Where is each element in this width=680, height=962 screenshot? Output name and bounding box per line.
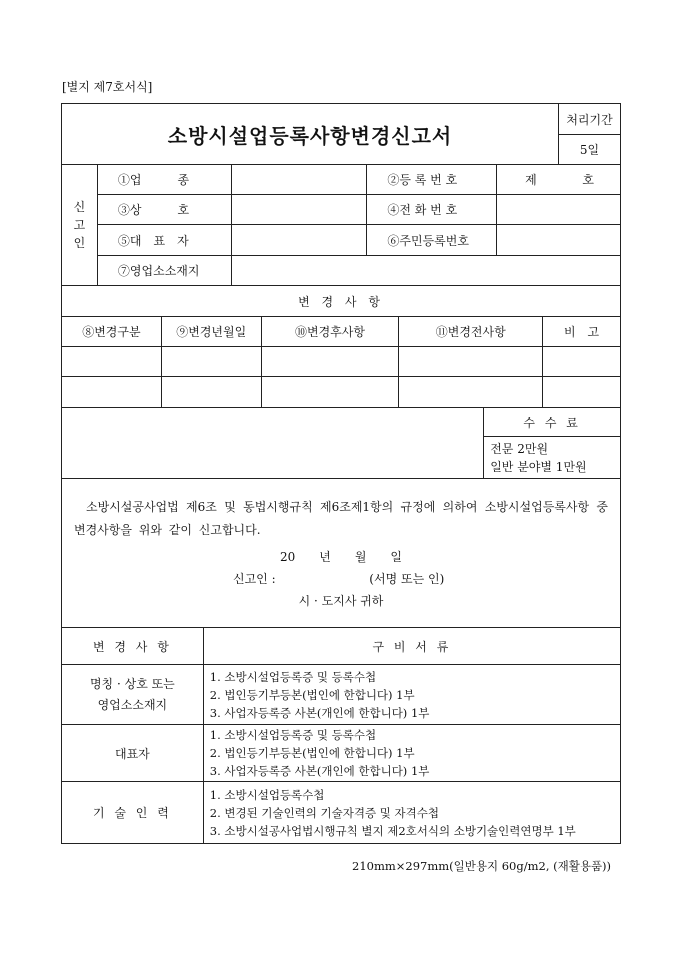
representative-label: ⑤대 표 자 <box>97 225 231 256</box>
docs-change-name: 명칭 · 상호 또는 영업소소재지 <box>62 665 204 725</box>
processing-label: 처리기간 <box>559 104 621 135</box>
report-form <box>61 103 621 844</box>
resident-no-label: ⑥주민등록번호 <box>367 225 497 256</box>
change-cell[interactable] <box>399 377 543 408</box>
changes-header-before: ⑪변경전사항 <box>399 317 543 347</box>
reporter-side-label: 신 고 인 <box>62 165 98 286</box>
list-item: 2. 변경된 기술인력의 기술자격증 및 자격수첩 <box>209 805 439 820</box>
title-table <box>61 103 621 165</box>
list-item: 2. 법인등기부등본(법인에 한합니다) 1부 <box>209 746 415 760</box>
table-row <box>62 725 621 782</box>
business-type-label: ①업 종 <box>97 165 231 195</box>
reg-no-label: ②등 록 번 호 <box>367 165 497 195</box>
change-cell[interactable] <box>543 377 621 408</box>
change-cell[interactable] <box>62 377 162 408</box>
title-cell <box>62 104 559 165</box>
reporter-table <box>61 164 621 286</box>
trade-name-field[interactable] <box>231 195 367 225</box>
address-field[interactable] <box>231 256 620 286</box>
list-item: 3. 사업자등록증 사본(개인에 한합니다) 1부 <box>209 705 430 720</box>
fee-values: 전문 2만원 일반 분야별 1만원 <box>484 437 621 479</box>
fee-table <box>61 407 621 479</box>
list-item: 1. 소방시설업등록수첩 <box>209 787 325 802</box>
form-label: [별지 제7호서식] <box>62 80 153 94</box>
signer-line <box>74 568 608 590</box>
signer-label: 신고인 : <box>233 572 276 586</box>
docs-change-name: 대표자 <box>62 725 204 782</box>
declaration-cell <box>62 479 621 628</box>
addressee: 시 · 도지사 귀하 <box>298 594 384 608</box>
change-cell[interactable] <box>161 347 261 377</box>
fee-blank <box>62 408 484 479</box>
list-item: 1. 소방시설업등록증 및 등록수첩 <box>209 669 377 684</box>
declaration-table <box>61 478 621 628</box>
change-cell[interactable] <box>62 347 162 377</box>
list-item: 3. 사업자등록증 사본(개인에 한합니다) 1부 <box>209 764 430 778</box>
list-item: 2. 법인등기부등본(법인에 한합니다) 1부 <box>209 687 415 702</box>
table-row <box>62 782 621 844</box>
declaration-date: 20 년 월 일 <box>279 550 403 564</box>
changes-section-title: 변 경 사 항 <box>62 286 621 317</box>
signer-note: (서명 또는 인) <box>369 572 445 586</box>
table-row <box>62 665 621 725</box>
change-cell[interactable] <box>543 347 621 377</box>
business-type-field[interactable] <box>231 165 367 195</box>
reg-no-field[interactable]: 제 호 <box>497 165 621 195</box>
changes-header-after: ⑩변경후사항 <box>261 317 399 347</box>
list-item: 3. 소방시설공사업법시행규칙 별지 제2호서식의 소방기술인력연명부 1부 <box>209 823 576 838</box>
representative-field[interactable] <box>231 225 367 256</box>
changes-header-date: ⑨변경년월일 <box>161 317 261 347</box>
docs-header-change: 변 경 사 항 <box>62 628 204 665</box>
docs-change-name: 기 술 인 력 <box>62 782 204 844</box>
change-cell[interactable] <box>261 377 399 408</box>
changes-header-type: ⑧변경구분 <box>62 317 162 347</box>
changes-header-remarks: 비 고 <box>543 317 621 347</box>
fee-label: 수 수 료 <box>484 408 621 437</box>
processing-value: 5일 <box>559 135 621 165</box>
documents-table <box>61 627 621 844</box>
phone-field[interactable] <box>497 195 621 225</box>
paper-size-note: 210mm×297mm(일반용지 60g/m2, (재활용품)) <box>352 859 612 873</box>
list-item: 1. 소방시설업등록증 및 등록수첩 <box>209 728 377 742</box>
trade-name-label: ③상 호 <box>97 195 231 225</box>
address-label: ⑦영업소소재지 <box>97 256 231 286</box>
changes-table <box>61 285 621 408</box>
page-title: 소방시설업등록사항변경신고서 <box>167 123 453 148</box>
phone-label: ④전 화 번 호 <box>367 195 497 225</box>
table-row <box>62 347 621 377</box>
docs-list <box>203 725 620 782</box>
docs-header-required: 구 비 서 류 <box>203 628 620 665</box>
docs-list <box>203 782 620 844</box>
change-cell[interactable] <box>261 347 399 377</box>
change-cell[interactable] <box>399 347 543 377</box>
resident-no-field[interactable] <box>497 225 621 256</box>
declaration-text: 소방시설공사업법 제6조 및 동법시행규칙 제6조제1항의 규정에 의하여 소방시설업등록사항 중 변경사항을 위와 같이 신고합니다. <box>74 500 608 537</box>
change-cell[interactable] <box>161 377 261 408</box>
table-row <box>62 377 621 408</box>
docs-list <box>203 665 620 725</box>
